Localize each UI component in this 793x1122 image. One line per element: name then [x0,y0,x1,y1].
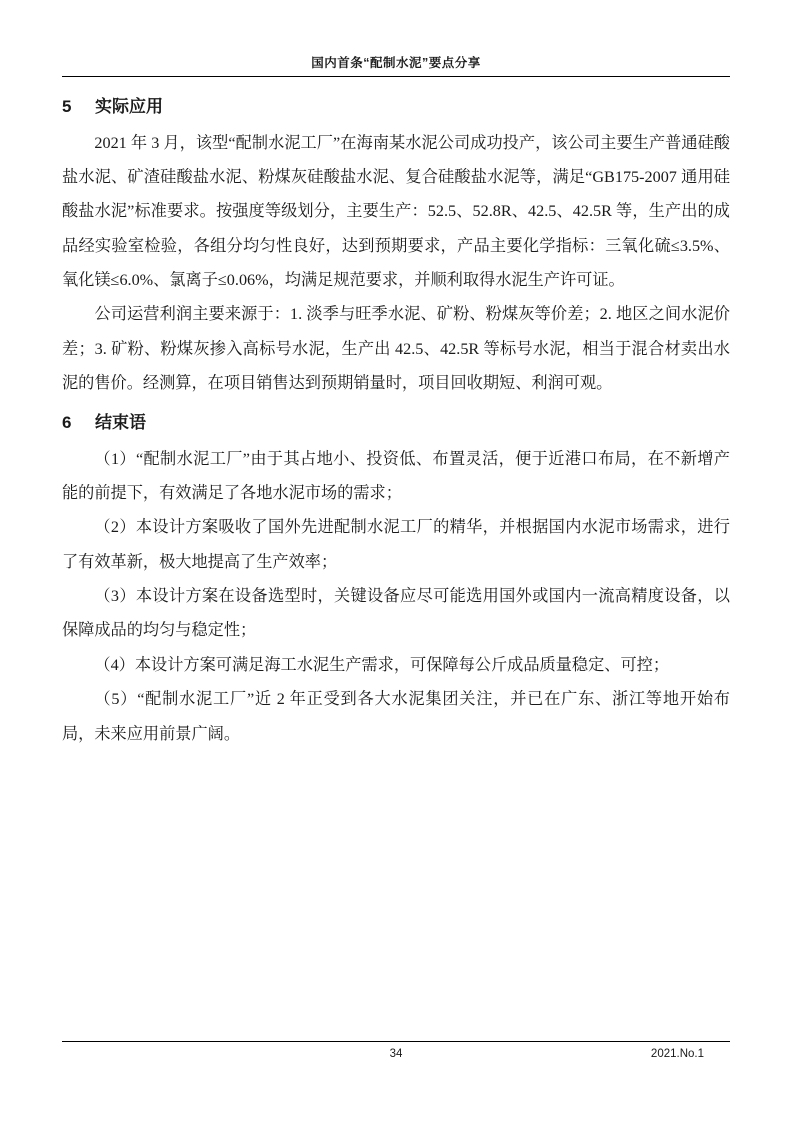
page-number: 34 [389,1048,403,1060]
footer-divider [62,1041,730,1042]
paragraph-6-5: （5）“配制水泥工厂”近 2 年正受到各大水泥集团关注，并已在广东、浙江等地开始布局，未来应用前景广阔。 [62,690,730,743]
paragraph-6-1: （1）“配制水泥工厂”由于其占地小、投资低、布置灵活，便于近港口布局，在不新增产能的前提下，有效满足了各地水泥市场的需求； [62,449,730,503]
section-number-6: 6 [62,413,72,433]
issue-label: 2021.No.1 [650,1048,704,1060]
section-title-5: 实际应用 [95,97,163,116]
paragraph-6-2: （2）本设计方案吸收了国外先进配制水泥工厂的精华，并根据国内水泥市场需求，进行了有效革新，极大地提高了生产效率； [62,518,730,571]
running-title: 国内首条“配制水泥”要点分享 [311,56,481,70]
section-title-6: 结束语 [95,413,146,433]
section-heading-5 [62,94,730,120]
section-heading-6 [62,410,730,436]
page-footer [62,1041,730,1066]
paragraph-6-3: （3）本设计方案在设备选型时，关键设备应尽可能选用国外或国内一流高精度设备，以保障成品的均匀与稳定性； [62,587,730,640]
footer-row [62,1048,730,1066]
paragraph-6-4: （4）本设计方案可满足海工水泥生产需求，可保障每公斤成品质量稳定、可控； [94,655,670,674]
paragraph-5-2: 公司运营利润主要来源于：1. 淡季与旺季水泥、矿粉、粉煤灰等价差；2. 地区之间水泥价差；3. 矿粉、粉煤灰掺入高标号水泥，生产出 42.5、42.5R 等标号水泥，相当于混合材卖出水泥的售价。经测算，在项目销售达到预期销量时，项目回收期短、利润可观。 [62,305,730,392]
paragraph-5-1: 2021 年 3 月，该型“配制水泥工厂”在海南某水泥公司成功投产，该公司主要生产普通硅酸盐水泥、矿渣硅酸盐水泥、粉煤灰硅酸盐水泥、复合硅酸盐水泥等，满足“GB175-2007 通用硅酸盐水泥”标准要求。按强度等级划分，主要生产：52.5、52.8R、42.5、42.5R 等，生产出的成品经实验室检验，各组分均匀性良好，达到预期要求，产品主要化学指标：三氧化硫≤3.5%、氧化镁≤6.0%、氯离子≤0.06%，均满足规范要求，并顺利取得水泥生产许可证。 [62,133,730,289]
header-divider [62,76,730,77]
page-header [62,56,730,77]
document-body [62,84,730,751]
section-number-5: 5 [62,97,72,116]
